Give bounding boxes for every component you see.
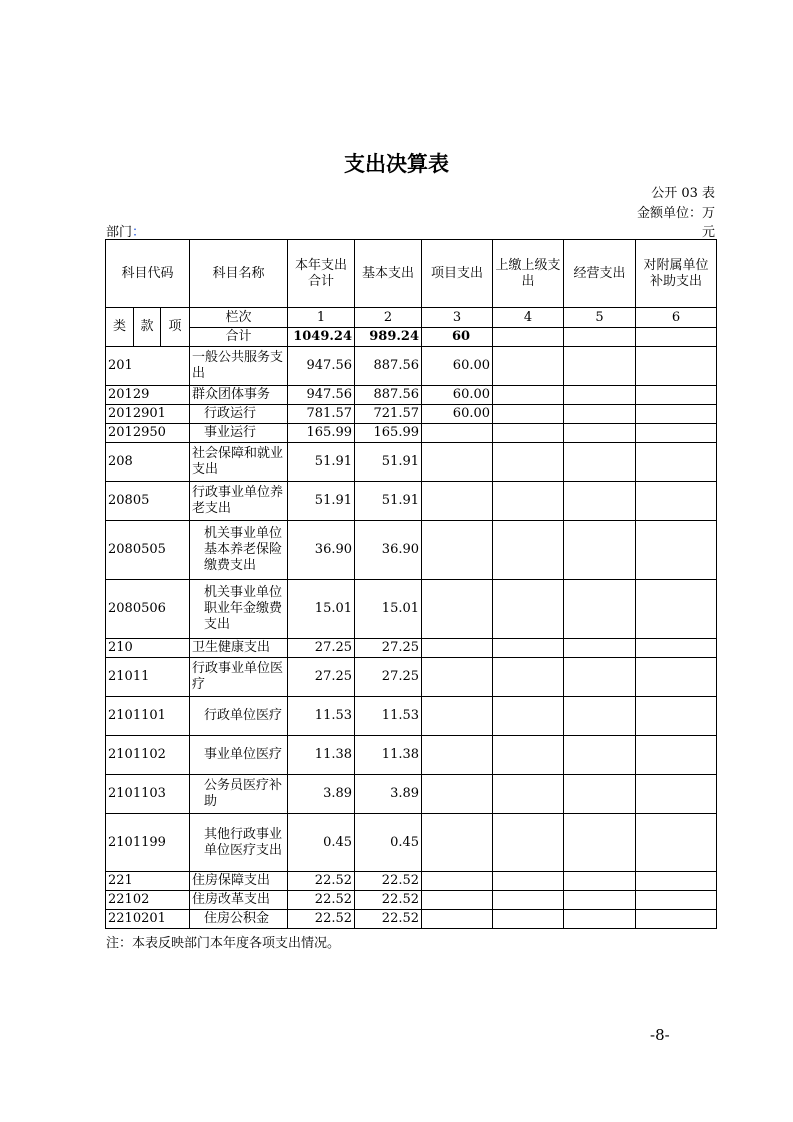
row-project: [422, 736, 493, 775]
table-row: [106, 405, 717, 424]
row-business: [564, 910, 636, 929]
row-project: [422, 658, 493, 697]
row-subsidy: [636, 386, 717, 405]
row-business: [564, 891, 636, 910]
row-name: 行政单位医疗: [190, 697, 288, 736]
row-upper: [493, 405, 564, 424]
header-project: 项目支出: [422, 240, 493, 308]
row-name: 公务员医疗补助: [190, 775, 288, 814]
row-basic: 15.01: [355, 580, 422, 639]
row-project: 60.00: [422, 386, 493, 405]
row-code: 2080505: [106, 521, 190, 580]
row-total: 27.25: [288, 639, 355, 658]
row-upper: [493, 639, 564, 658]
row-name: 一般公共服务支出: [190, 347, 288, 386]
total-subsidy: [636, 328, 717, 347]
table-note: 注：本表反映部门本年度各项支出情况。: [106, 936, 341, 951]
header-xiang: 项: [161, 308, 190, 347]
row-upper: [493, 872, 564, 891]
row-code: 2012950: [106, 424, 190, 443]
table-row: [106, 872, 717, 891]
row-code: 2012901: [106, 405, 190, 424]
row-subsidy: [636, 639, 717, 658]
row-project: [422, 814, 493, 872]
table-row: [106, 639, 717, 658]
row-project: [422, 775, 493, 814]
row-subsidy: [636, 347, 717, 386]
row-name: 住房保障支出: [190, 872, 288, 891]
row-total: 781.57: [288, 405, 355, 424]
table-row: [106, 443, 717, 482]
row-code: 21011: [106, 658, 190, 697]
total-sum: 1049.24: [288, 328, 355, 347]
page-title: 支出决算表: [344, 152, 449, 176]
row-subsidy: [636, 405, 717, 424]
row-total: 51.91: [288, 482, 355, 521]
row-business: [564, 405, 636, 424]
row-basic: 11.53: [355, 697, 422, 736]
row-upper: [493, 910, 564, 929]
row-total: 15.01: [288, 580, 355, 639]
row-project: [422, 697, 493, 736]
row-subsidy: [636, 658, 717, 697]
row-business: [564, 521, 636, 580]
row-business: [564, 347, 636, 386]
row-name: 行政事业单位养老支出: [190, 482, 288, 521]
total-label: 合计: [190, 328, 288, 347]
row-code: 2101102: [106, 736, 190, 775]
row-basic: 22.52: [355, 872, 422, 891]
row-basic: 3.89: [355, 775, 422, 814]
amount-unit-tail: 元: [701, 225, 715, 240]
col-index-3: 3: [422, 308, 493, 328]
col-index-2: 2: [355, 308, 422, 328]
row-basic: 36.90: [355, 521, 422, 580]
row-project: [422, 872, 493, 891]
row-project: 60.00: [422, 347, 493, 386]
table-row: [106, 658, 717, 697]
row-code: 2210201: [106, 910, 190, 929]
row-business: [564, 775, 636, 814]
row-project: 60.00: [422, 405, 493, 424]
row-upper: [493, 443, 564, 482]
row-upper: [493, 775, 564, 814]
row-subsidy: [636, 775, 717, 814]
row-total: 947.56: [288, 386, 355, 405]
table-row: [106, 891, 717, 910]
row-code: 2101103: [106, 775, 190, 814]
row-subsidy: [636, 697, 717, 736]
row-subsidy: [636, 482, 717, 521]
row-business: [564, 697, 636, 736]
row-code: 221: [106, 872, 190, 891]
row-code: 22102: [106, 891, 190, 910]
row-basic: 27.25: [355, 658, 422, 697]
table-row: [106, 736, 717, 775]
row-upper: [493, 386, 564, 405]
row-total: 36.90: [288, 521, 355, 580]
col-index-4: 4: [493, 308, 564, 328]
row-name: 事业单位医疗: [190, 736, 288, 775]
table-row: [106, 910, 717, 929]
row-code: 2101101: [106, 697, 190, 736]
row-basic: 22.52: [355, 910, 422, 929]
row-code: 2080506: [106, 580, 190, 639]
header-basic: 基本支出: [355, 240, 422, 308]
row-business: [564, 736, 636, 775]
row-subsidy: [636, 814, 717, 872]
row-total: 11.53: [288, 697, 355, 736]
row-total: 22.52: [288, 891, 355, 910]
row-project: [422, 910, 493, 929]
row-project: [422, 639, 493, 658]
row-business: [564, 639, 636, 658]
table-row: [106, 521, 717, 580]
row-code: 201: [106, 347, 190, 386]
row-upper: [493, 814, 564, 872]
row-project: [422, 443, 493, 482]
row-basic: 51.91: [355, 482, 422, 521]
table-row: [106, 424, 717, 443]
row-code: 208: [106, 443, 190, 482]
row-basic: 165.99: [355, 424, 422, 443]
form-number: 公开 03 表: [651, 186, 715, 201]
row-subsidy: [636, 443, 717, 482]
row-subsidy: [636, 521, 717, 580]
lanci-row: [106, 308, 717, 328]
table-row: [106, 697, 717, 736]
row-subsidy: [636, 736, 717, 775]
header-lanci: 栏次: [190, 308, 288, 328]
total-business: [564, 328, 636, 347]
table-row: [106, 580, 717, 639]
row-project: [422, 580, 493, 639]
row-project: [422, 521, 493, 580]
row-business: [564, 814, 636, 872]
row-upper: [493, 424, 564, 443]
department-label: [106, 221, 145, 240]
row-name: 行政事业单位医疗: [190, 658, 288, 697]
table-row: [106, 775, 717, 814]
row-project: [422, 891, 493, 910]
header-lei: 类: [106, 308, 134, 347]
row-total: 3.89: [288, 775, 355, 814]
amount-unit: 金额单位：万: [636, 206, 715, 221]
col-index-5: 5: [564, 308, 636, 328]
row-basic: 887.56: [355, 347, 422, 386]
row-business: [564, 386, 636, 405]
row-business: [564, 424, 636, 443]
header-kuan: 款: [134, 308, 161, 347]
row-code: 2101199: [106, 814, 190, 872]
row-total: 0.45: [288, 814, 355, 872]
row-code: 20129: [106, 386, 190, 405]
row-basic: 0.45: [355, 814, 422, 872]
row-basic: 11.38: [355, 736, 422, 775]
table-row: [106, 814, 717, 872]
row-business: [564, 443, 636, 482]
row-subsidy: [636, 910, 717, 929]
row-subsidy: [636, 891, 717, 910]
row-name: 行政运行: [190, 405, 288, 424]
row-code: 20805: [106, 482, 190, 521]
row-total: 947.56: [288, 347, 355, 386]
total-upper: [493, 328, 564, 347]
col-index-6: 6: [636, 308, 717, 328]
row-business: [564, 580, 636, 639]
row-name: 其他行政事业单位医疗支出: [190, 814, 288, 872]
table-row: [106, 482, 717, 521]
row-upper: [493, 482, 564, 521]
table-row: [106, 347, 717, 386]
department-colon: ：: [132, 225, 146, 240]
row-subsidy: [636, 424, 717, 443]
row-total: 22.52: [288, 910, 355, 929]
row-business: [564, 658, 636, 697]
table-row: [106, 386, 717, 405]
row-total: 165.99: [288, 424, 355, 443]
row-total: 27.25: [288, 658, 355, 697]
row-total: 11.38: [288, 736, 355, 775]
col-index-1: 1: [288, 308, 355, 328]
row-basic: 51.91: [355, 443, 422, 482]
row-business: [564, 482, 636, 521]
row-total: 51.91: [288, 443, 355, 482]
row-name: 群众团体事务: [190, 386, 288, 405]
row-upper: [493, 736, 564, 775]
header-upper: 上缴上级支出: [493, 240, 564, 308]
header-total: 本年支出合计: [288, 240, 355, 308]
row-name: 住房改革支出: [190, 891, 288, 910]
row-basic: 721.57: [355, 405, 422, 424]
row-name: 机关事业单位基本养老保险缴费支出: [190, 521, 288, 580]
expenditure-table: [105, 239, 717, 929]
row-subsidy: [636, 872, 717, 891]
page-number: -8-: [650, 1026, 670, 1044]
total-basic: 989.24: [355, 328, 422, 347]
row-basic: 887.56: [355, 386, 422, 405]
row-name: 社会保障和就业支出: [190, 443, 288, 482]
department-text: 部门: [106, 225, 133, 240]
row-upper: [493, 347, 564, 386]
row-upper: [493, 891, 564, 910]
row-upper: [493, 697, 564, 736]
row-subsidy: [636, 580, 717, 639]
row-name: 住房公积金: [190, 910, 288, 929]
row-total: 22.52: [288, 872, 355, 891]
total-project: 60: [422, 328, 493, 347]
row-code: 210: [106, 639, 190, 658]
header-row: [106, 240, 717, 308]
row-business: [564, 872, 636, 891]
row-upper: [493, 658, 564, 697]
row-basic: 27.25: [355, 639, 422, 658]
header-code: 科目代码: [106, 240, 190, 308]
header-business: 经营支出: [564, 240, 636, 308]
row-upper: [493, 521, 564, 580]
row-upper: [493, 580, 564, 639]
total-row: [106, 328, 717, 347]
row-name: 机关事业单位职业年金缴费支出: [190, 580, 288, 639]
row-basic: 22.52: [355, 891, 422, 910]
header-name: 科目名称: [190, 240, 288, 308]
row-project: [422, 424, 493, 443]
row-name: 事业运行: [190, 424, 288, 443]
row-project: [422, 482, 493, 521]
header-subsidy: 对附属单位补助支出: [636, 240, 717, 308]
row-name: 卫生健康支出: [190, 639, 288, 658]
